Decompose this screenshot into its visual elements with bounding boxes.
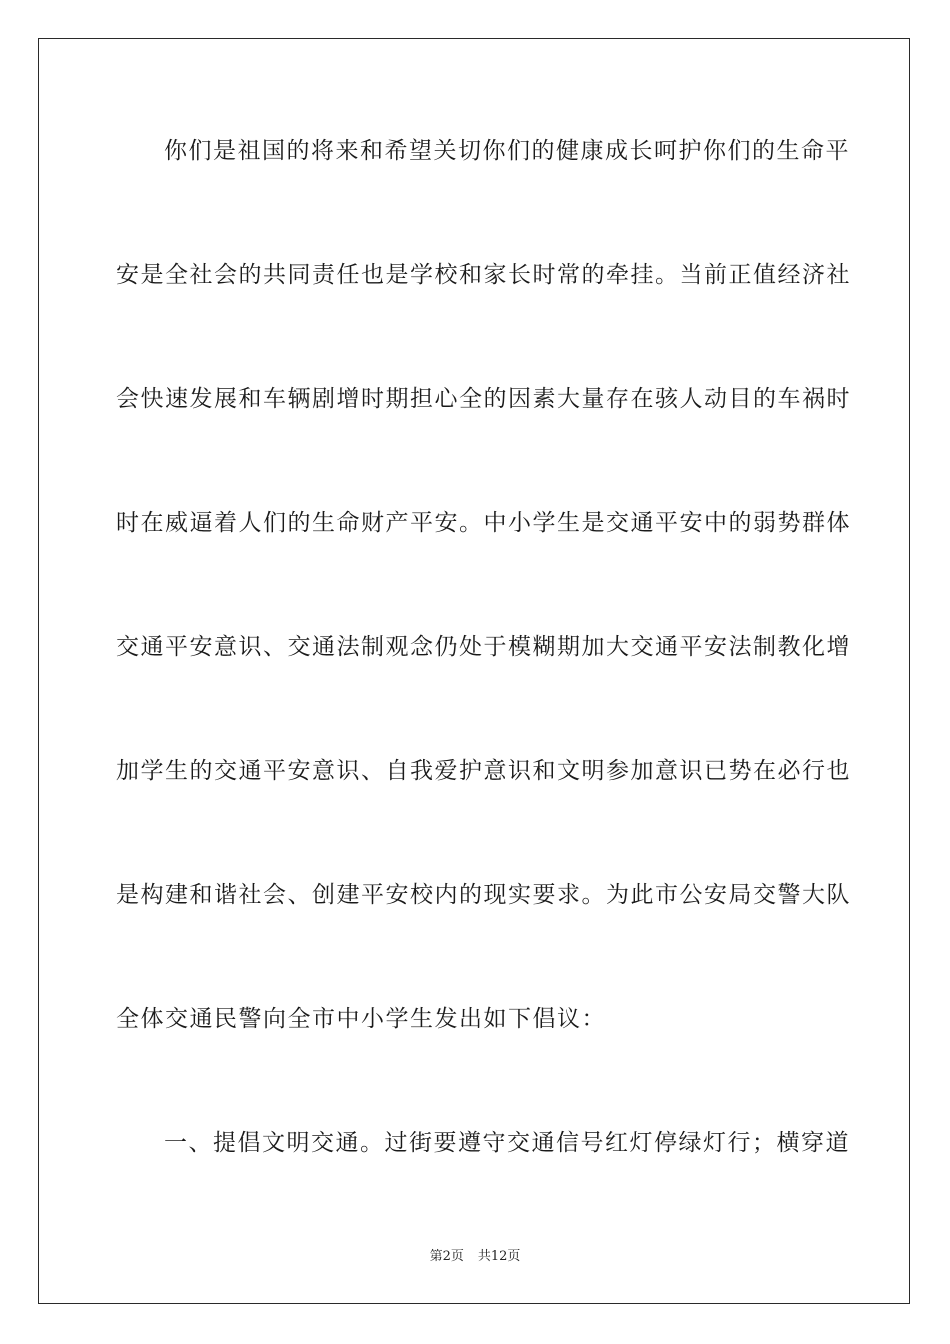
page-total: 共12页 <box>477 1249 521 1264</box>
page-number: 第2页 <box>429 1249 464 1264</box>
paragraph-line: 全体交通民警向全市中小学生发出如下倡议： <box>116 1006 606 1032</box>
paragraph-line: 是构建和谐社会、创建平安校内的现实要求。为此市公安局交警大队 <box>116 882 851 908</box>
paragraph-line: 会快速发展和车辆剧增时期担心全的因素大量存在骇人动目的车祸时 <box>116 386 851 412</box>
paragraph-line: 你们是祖国的将来和希望关切你们的健康成长呵护你们的生命平 <box>164 138 850 164</box>
page-border <box>38 38 910 1304</box>
paragraph-line: 安是全社会的共同责任也是学校和家长时常的牵挂。当前正值经济社 <box>116 262 851 288</box>
paragraph-line: 一、提倡文明交通。过街要遵守交通信号红灯停绿灯行；横穿道 <box>164 1130 850 1156</box>
page-footer <box>0 1249 950 1265</box>
paragraph-line: 时在威逼着人们的生命财产平安。中小学生是交通平安中的弱势群体 <box>116 510 851 536</box>
paragraph-line: 交通平安意识、交通法制观念仍处于模糊期加大交通平安法制教化增 <box>116 634 851 660</box>
paragraph-line: 加学生的交通平安意识、自我爱护意识和文明参加意识已势在必行也 <box>116 758 851 784</box>
